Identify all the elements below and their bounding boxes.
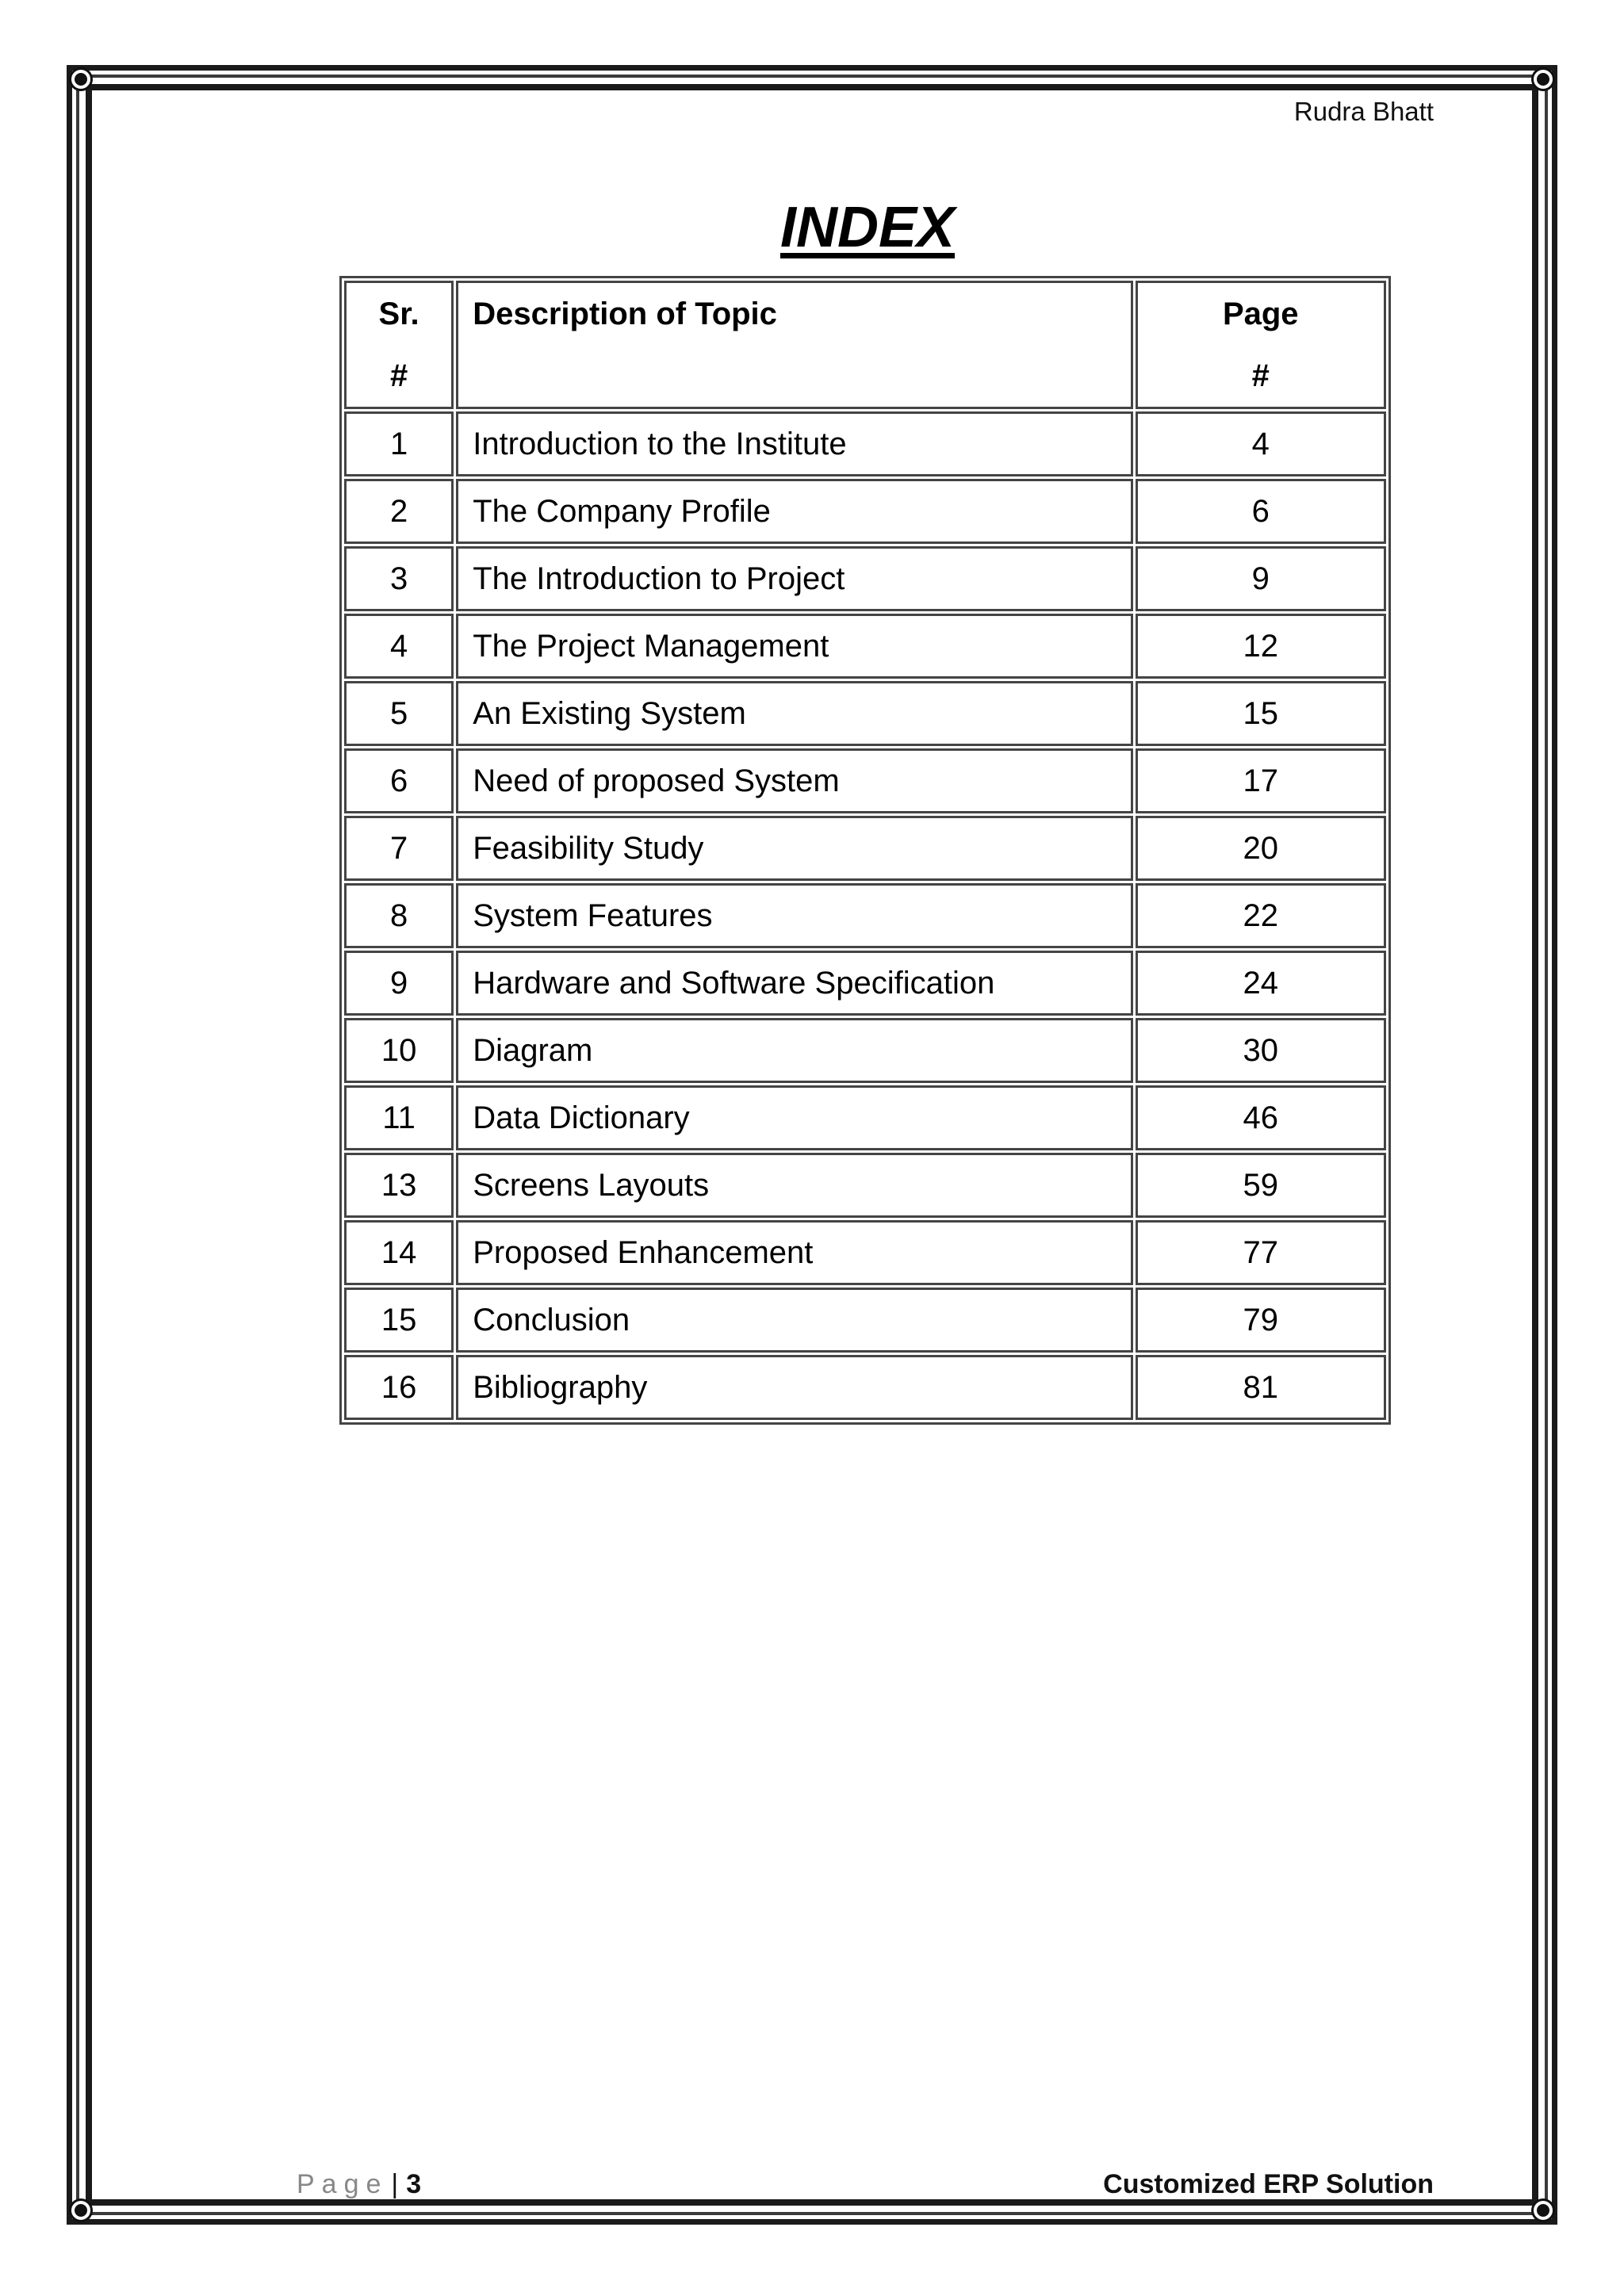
row-page: 59: [1136, 1153, 1387, 1218]
table-row: [344, 411, 1386, 476]
header-serial-label: Sr.: [378, 297, 419, 331]
table-header-row: [344, 281, 1386, 409]
row-page: 46: [1136, 1085, 1387, 1150]
footer-separator: |: [391, 2169, 399, 2199]
table-row: [344, 1085, 1386, 1150]
index-table: [339, 276, 1391, 1425]
row-topic: Introduction to the Institute: [456, 411, 1132, 476]
table-row: [344, 1153, 1386, 1218]
table-row: [344, 614, 1386, 679]
row-topic: System Features: [456, 883, 1132, 948]
table-row: [344, 951, 1386, 1016]
header-description: Description of Topic: [456, 281, 1132, 409]
row-page: 17: [1136, 748, 1387, 813]
row-topic: Feasibility Study: [456, 816, 1132, 881]
row-topic: Screens Layouts: [456, 1153, 1132, 1218]
row-page: 20: [1136, 816, 1387, 881]
row-serial: 5: [344, 681, 454, 746]
row-serial: 6: [344, 748, 454, 813]
table-row: [344, 748, 1386, 813]
row-serial: 15: [344, 1288, 454, 1353]
header-page-hash: #: [1251, 358, 1270, 393]
row-serial: 13: [344, 1153, 454, 1218]
row-page: 77: [1136, 1220, 1387, 1285]
row-topic: Bibliography: [456, 1355, 1132, 1420]
row-serial: 2: [344, 479, 454, 544]
corner-ornament-icon: [1534, 70, 1553, 89]
row-page: 79: [1136, 1288, 1387, 1353]
row-serial: 10: [344, 1018, 454, 1083]
row-serial: 11: [344, 1085, 454, 1150]
row-serial: 9: [344, 951, 454, 1016]
table-row: [344, 681, 1386, 746]
row-topic: Data Dictionary: [456, 1085, 1132, 1150]
row-page: 6: [1136, 479, 1387, 544]
row-topic: The Introduction to Project: [456, 546, 1132, 611]
row-serial: 16: [344, 1355, 454, 1420]
page-title: INDEX: [779, 196, 956, 259]
row-topic: The Project Management: [456, 614, 1132, 679]
row-topic: The Company Profile: [456, 479, 1132, 544]
row-topic: Hardware and Software Specification: [456, 951, 1132, 1016]
row-page: 4: [1136, 411, 1387, 476]
row-serial: 4: [344, 614, 454, 679]
row-serial: 8: [344, 883, 454, 948]
row-topic: Diagram: [456, 1018, 1132, 1083]
table-row: [344, 1018, 1386, 1083]
footer-page-number: 3: [406, 2169, 422, 2199]
table-row: [344, 546, 1386, 611]
footer-document-title: Customized ERP Solution: [1103, 2169, 1434, 2199]
header-serial-number: [344, 281, 454, 409]
row-page: 30: [1136, 1018, 1387, 1083]
header-serial-hash: #: [389, 358, 408, 393]
row-serial: 14: [344, 1220, 454, 1285]
row-page: 24: [1136, 951, 1387, 1016]
header-page-number: [1136, 281, 1387, 409]
footer-page-label: Page: [297, 2169, 389, 2199]
table-row: [344, 1288, 1386, 1353]
row-topic: An Existing System: [456, 681, 1132, 746]
row-page: 81: [1136, 1355, 1387, 1420]
corner-ornament-icon: [1534, 2201, 1553, 2220]
footer-page-indicator: [297, 2169, 421, 2200]
table-row: [344, 816, 1386, 881]
corner-ornament-icon: [71, 2201, 90, 2220]
row-page: 9: [1136, 546, 1387, 611]
table-row: [344, 1220, 1386, 1285]
table-row: [344, 1355, 1386, 1420]
header-author: Rudra Bhatt: [1293, 97, 1434, 126]
row-page: 12: [1136, 614, 1387, 679]
row-topic: Conclusion: [456, 1288, 1132, 1353]
row-serial: 1: [344, 411, 454, 476]
row-topic: Need of proposed System: [456, 748, 1132, 813]
corner-ornament-icon: [71, 70, 90, 89]
row-topic: Proposed Enhancement: [456, 1220, 1132, 1285]
row-serial: 7: [344, 816, 454, 881]
row-page: 15: [1136, 681, 1387, 746]
table-row: [344, 479, 1386, 544]
row-serial: 3: [344, 546, 454, 611]
table-row: [344, 883, 1386, 948]
row-page: 22: [1136, 883, 1387, 948]
header-page-label: Page: [1222, 297, 1299, 331]
